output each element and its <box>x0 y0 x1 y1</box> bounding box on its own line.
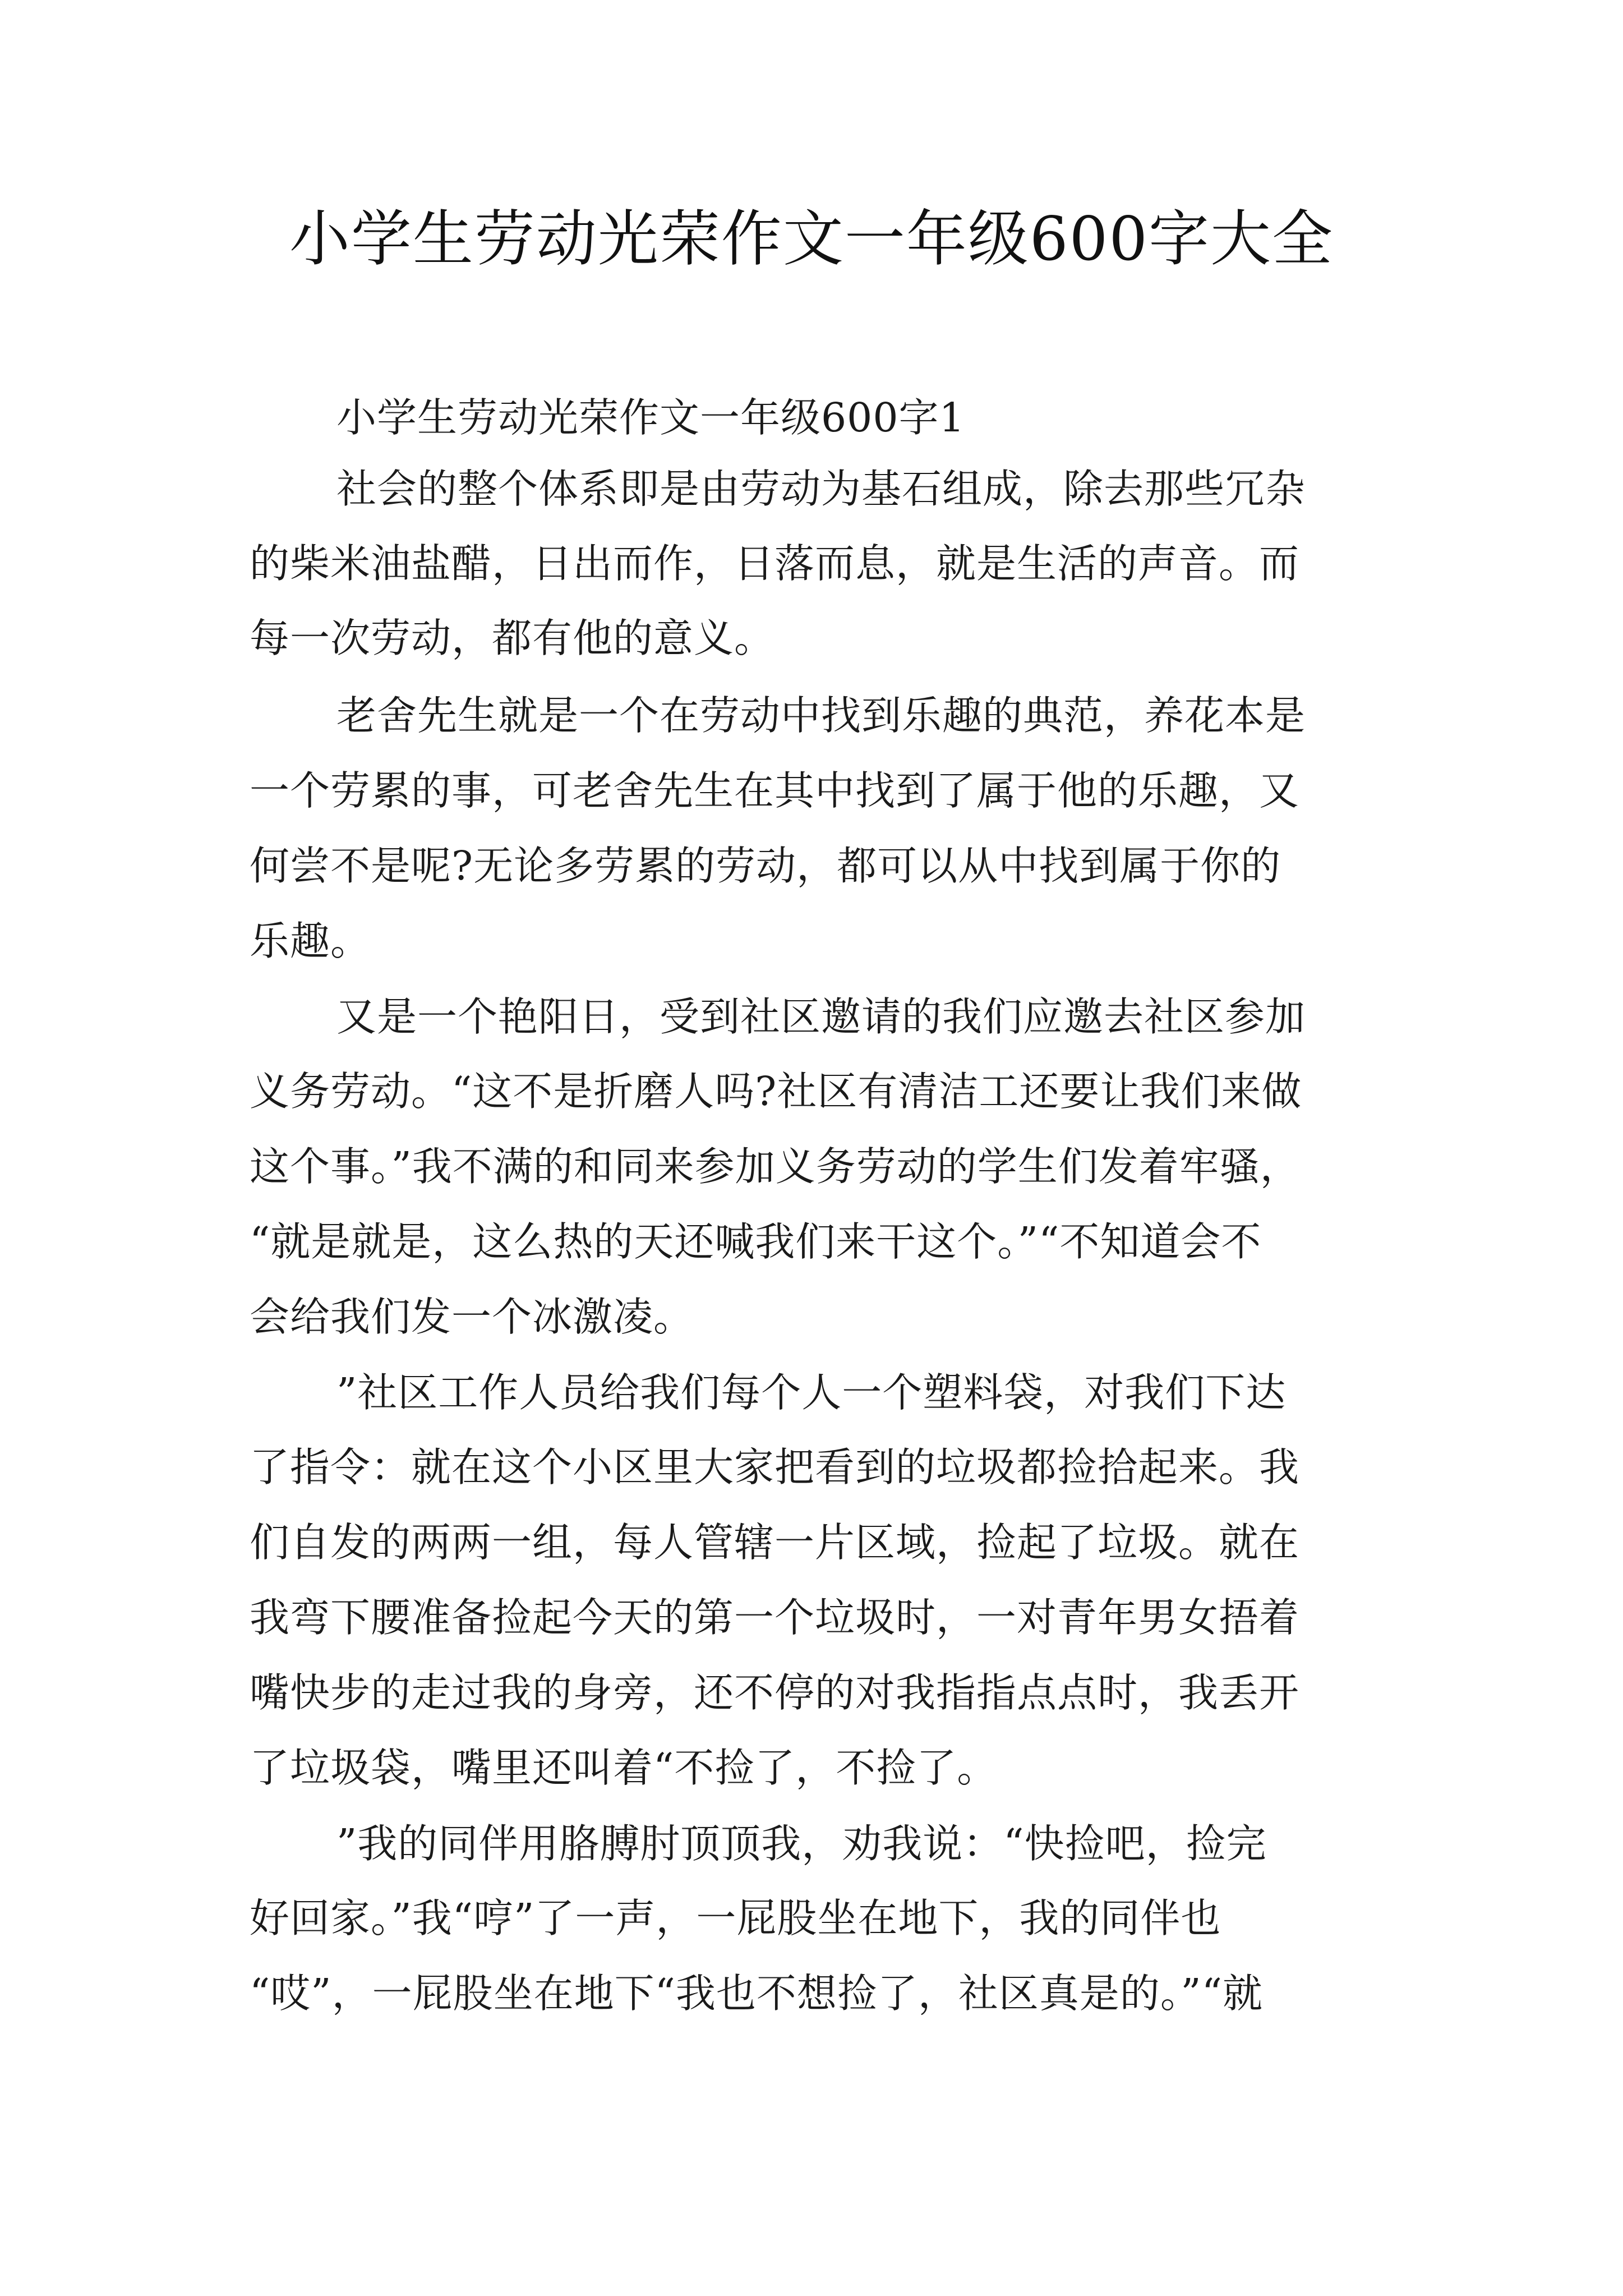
paragraph-line: ”社区工作人员给我们每个人一个塑料袋，对我们下达 <box>336 1369 1287 1416</box>
paragraph-line: 我弯下腰准备捡起今天的第一个垃圾时，一对青年男女捂着 <box>250 1594 1300 1641</box>
paragraph-line: 会给我们发一个冰激凌。 <box>250 1294 694 1340</box>
document-title: 小学生劳动光荣作文一年级600字大全 <box>289 204 1334 274</box>
paragraph-line: 嘴快步的走过我的身旁，还不停的对我指指点点时，我丢开 <box>250 1669 1300 1716</box>
paragraph-line: 又是一个艳阳日，受到社区邀请的我们应邀去社区参加 <box>336 993 1306 1040</box>
paragraph-line: “就是就是，这么热的天还喊我们来干这个。”“不知道会不 <box>250 1218 1262 1265</box>
paragraph-line: 们自发的两两一组，每人管辖一片区域，捡起了垃圾。就在 <box>250 1519 1300 1566</box>
paragraph-line: ”我的同伴用胳膊肘顶顶我，劝我说：“快捡吧，捡完 <box>336 1820 1267 1867</box>
paragraph-line: 义务劳动。“这不是折磨人吗?社区有清洁工还要让我们来做 <box>250 1068 1302 1115</box>
paragraph-line: 了垃圾袋，嘴里还叫着“不捡了，不捡了。 <box>250 1745 998 1791</box>
paragraph-line: 好回家。”我“哼”了一声，一屁股坐在地下，我的同伴也 <box>250 1895 1221 1941</box>
paragraph-line: 这个事。”我不满的和同来参加义务劳动的学生们发着牢骚， <box>250 1143 1301 1190</box>
paragraph-line: 了指令：就在这个小区里大家把看到的垃圾都捡拾起来。我 <box>250 1444 1300 1490</box>
paragraph-line: 一个劳累的事，可老舍先生在其中找到了属于他的乐趣，又 <box>250 767 1300 814</box>
paragraph-line: 老舍先生就是一个在劳动中找到乐趣的典范，养花本是 <box>336 692 1306 739</box>
paragraph-line: 的柴米油盐醋，日出而作，日落而息，就是生活的声音。而 <box>250 540 1300 587</box>
section-heading: 小学生劳动光荣作文一年级600字1 <box>336 394 965 441</box>
paragraph-line: 何尝不是呢?无论多劳累的劳动，都可以从中找到属于你的 <box>250 843 1281 889</box>
paragraph-line: 社会的整个体系即是由劳动为基石组成，除去那些冗杂 <box>336 466 1306 512</box>
paragraph-line: 乐趣。 <box>250 918 371 964</box>
paragraph-line: “哎”，一屁股坐在地下“我也不想捡了，社区真是的。”“就 <box>250 1970 1263 2017</box>
paragraph-line: 每一次劳动，都有他的意义。 <box>250 615 775 661</box>
